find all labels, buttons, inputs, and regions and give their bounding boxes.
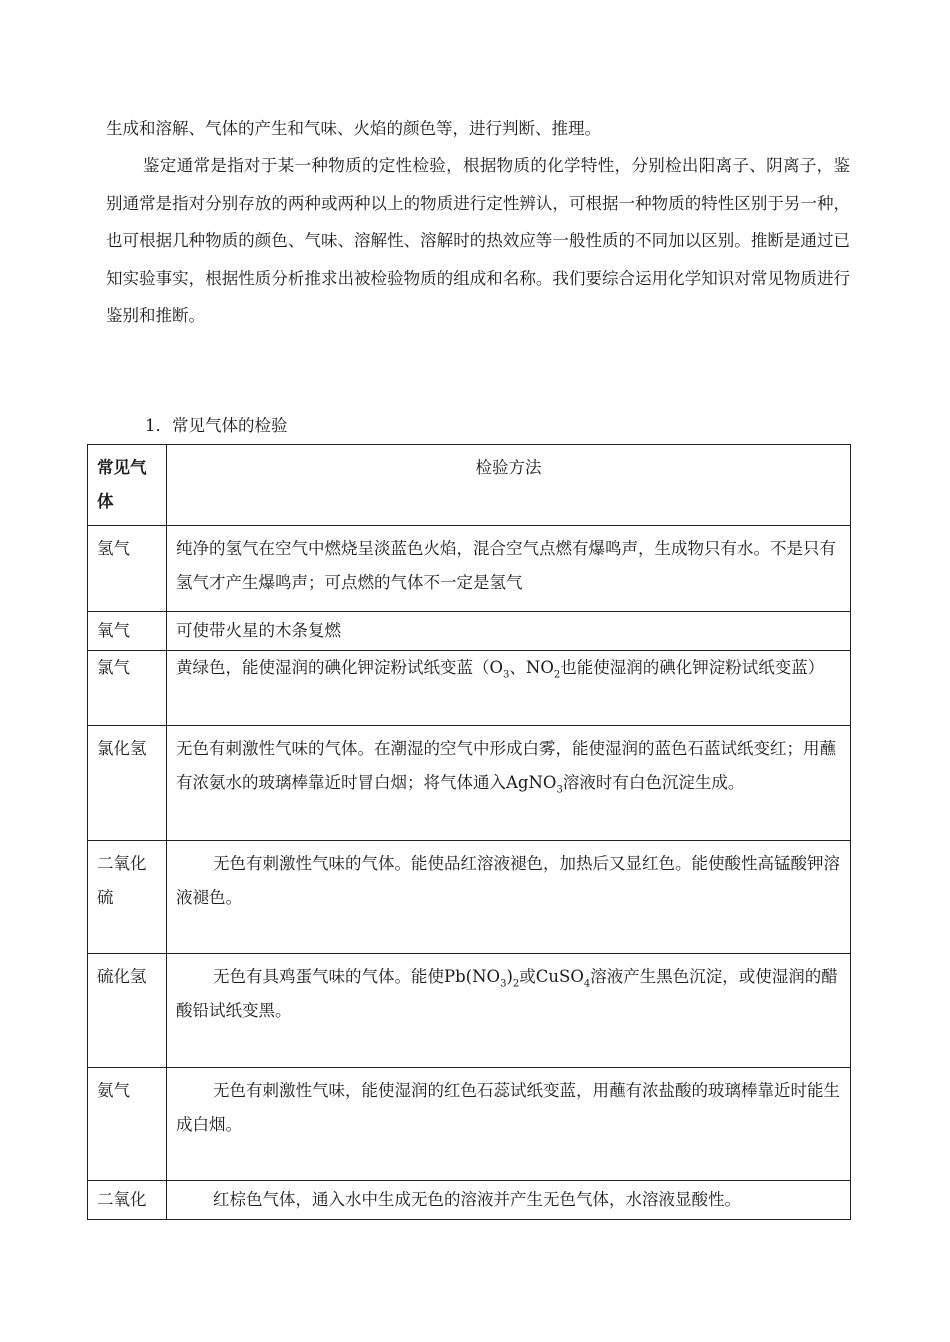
section-title: 1．常见气体的检验 — [145, 416, 288, 435]
table-row — [88, 1068, 851, 1181]
gas-name: 氢气 — [88, 526, 167, 612]
gas-name: 氧气 — [88, 612, 167, 651]
gas-name: 氯气 — [88, 651, 167, 726]
gas-name: 氨气 — [88, 1068, 167, 1181]
header-method: 检验方法 — [167, 445, 851, 526]
gas-test-table — [87, 444, 851, 1220]
table-row — [88, 726, 851, 841]
test-method: 无色有刺激性气味的气体。能使品红溶液褪色，加热后又显红色。能使酸性高锰酸钾溶液褪色。 — [167, 841, 851, 954]
gas-name: 氯化氢 — [88, 726, 167, 841]
test-method: 红棕色气体，通入水中生成无色的溶液并产生无色气体，水溶液显酸性。 — [167, 1181, 851, 1220]
test-method: 黄绿色，能使湿润的碘化钾淀粉试纸变蓝（$O_3$、$NO_2$也能使湿润的碘化钾淀粉试纸变蓝） — [167, 651, 851, 726]
table-row — [88, 954, 851, 1068]
test-method: 无色有刺激性气味，能使湿润的红色石蕊试纸变蓝，用蘸有浓盐酸的玻璃棒靠近时能生成白烟。 — [167, 1068, 851, 1181]
test-method: 无色有刺激性气味的气体。在潮湿的空气中形成白雾，能使湿润的蓝色石蓝试纸变红；用蘸有浓氨水的玻璃棒靠近时冒白烟；将气体通入AgNO$_3$溶液时有白色沉淀生成。 — [167, 726, 851, 841]
intro-line: 生成和溶解、气体的产生和气味、火焰的颜色等，进行判断、推理。 — [106, 119, 601, 138]
table-row — [88, 526, 851, 612]
gas-name: 硫化氢 — [88, 954, 167, 1068]
gas-name: 二氧化 — [88, 1181, 167, 1220]
test-method: 纯净的氢气在空气中燃烧呈淡蓝色火焰，混合空气点燃有爆鸣声，生成物只有水。不是只有氢气才产生爆鸣声；可点燃的气体不一定是氢气 — [167, 526, 851, 612]
table-row — [88, 1181, 851, 1220]
intro-text — [106, 110, 850, 334]
gas-name: 二氧化硫 — [88, 841, 167, 954]
header-gas: 常见气体 — [88, 445, 167, 526]
test-method: 无色有具鸡蛋气味的气体。能使$Pb(NO_3)_2$或CuSO$_4$溶液产生黑色沉淀，或使湿润的醋酸铅试纸变黑。 — [167, 954, 851, 1068]
intro-paragraph: 鉴定通常是指对于某一种物质的定性检验，根据物质的化学特性，分别检出阳离子、阴离子，鉴别通常是指对分别存放的两种或两种以上的物质进行定性辨认，可根据一种物质的特性区别于另一种，也可根据几种物质的颜色、气味、溶解性、溶解时的热效应等一般性质的不同加以区别。推断是通过已知实验事实，根据性质分析推求出被检验物质的组成和名称。我们要综合运用化学知识对常见物质进行鉴别和推断。 — [106, 156, 850, 326]
table-header-row — [88, 445, 851, 526]
table-row — [88, 612, 851, 651]
test-method: 可使带火星的木条复燃 — [167, 612, 851, 651]
table-row — [88, 651, 851, 726]
table-row — [88, 841, 851, 954]
